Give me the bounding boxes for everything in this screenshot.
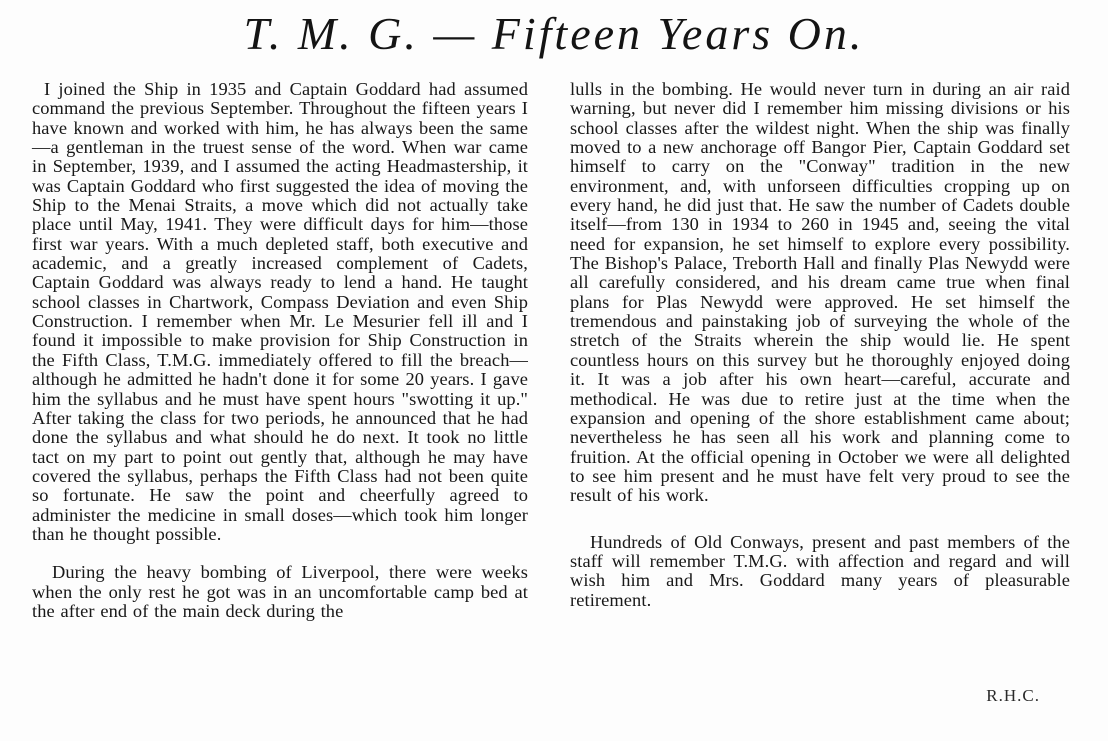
article-title: T. M. G. — Fifteen Years On. xyxy=(243,8,865,59)
paragraph-closing: Hundreds of Old Conways, present and past members of the staff will remember T.M.G. with affection and regard and will wish him and Mrs. Goddard many years of pleasurable retirement. xyxy=(570,531,1070,610)
paragraph-joined-ship: I joined the Ship in 1935 and Captain Goddard had assumed command the previous September. Throughout the fifteen years I have known and worked with him, he has always been the same—a gentleman in the truest sense of the word. When war came in September, 1939, and I assumed the acting Headmastership, it was Captain Goddard who first suggested the idea of moving the Ship to the Menai Straits, a move which did not actually take place until May, 1941. They were difficult days for him—those first war years. With a much depleted staff, both executive and academic, and a greatly increased complement of Cadets, Captain Goddard was always ready to lend a hand. He taught school classes in Chartwork, Compass Deviation and even Ship Construction. I remember when Mr. Le Mesurier fell ill and I found it impossible to make provision for Ship Construction in the Fifth Class, T.M.G. immediately offered to fill the breach—although he admitted he hadn't done it for some 20 years. I gave him the syllabus and he must have spent hours "swotting it up." After taking the class for two periods, he announced that he had done the syllabus and what should he do next. It took no little tact on my part to point out gently that, although he may have covered the syllabus, perhaps the Fifth Class had not been quite so fortunate. He saw the point and cheerfully agreed to administer the medicine in small doses—which took him longer than he thought possible. xyxy=(32,79,528,544)
paragraph-bombing-continued: lulls in the bombing. He would never turn in during an air raid warning, but never did I remember him missing divisions or his school classes after the wildest night. When the ship was finally moved to a new anchorage off Bangor Pier, Captain Goddard set himself to carry on the "Conway" tradition in the new environment, and, with unforseen difficulties cropping up on every hand, he did just that. He saw the number of Cadets double itself—from 130 in 1934 to 260 in 1945 and, seeing the vital need for expansion, he set himself to explore every possibility. The Bishop's Palace, Treborth Hall and finally Plas Newydd were all carefully considered, and his dream came true when final plans for Plas Newydd were approved. He set himself the tremendous and painstaking job of surveying the whole of the stretch of the Straits wherein the ship would lie. He spent countless hours on this survey but he thoroughly enjoyed doing it. It was a job after his own heart—careful, accurate and methodical. He was due to retire just at the time when the expansion and opening of the shore establishment came about; nevertheless he has seen all his work and planning come to fruition. At the official opening in October we were all delighted to see him present and he must have felt very proud to see the result of his work. xyxy=(570,79,1070,506)
paragraph-liverpool-bombing: During the heavy bombing of Liverpool, there were weeks when the only rest he got was in an uncomfortable camp bed at the after end of the main deck during the xyxy=(32,562,528,621)
author-signature: R.H.C. xyxy=(986,686,1040,705)
right-column xyxy=(570,80,1070,610)
left-column xyxy=(32,80,528,621)
